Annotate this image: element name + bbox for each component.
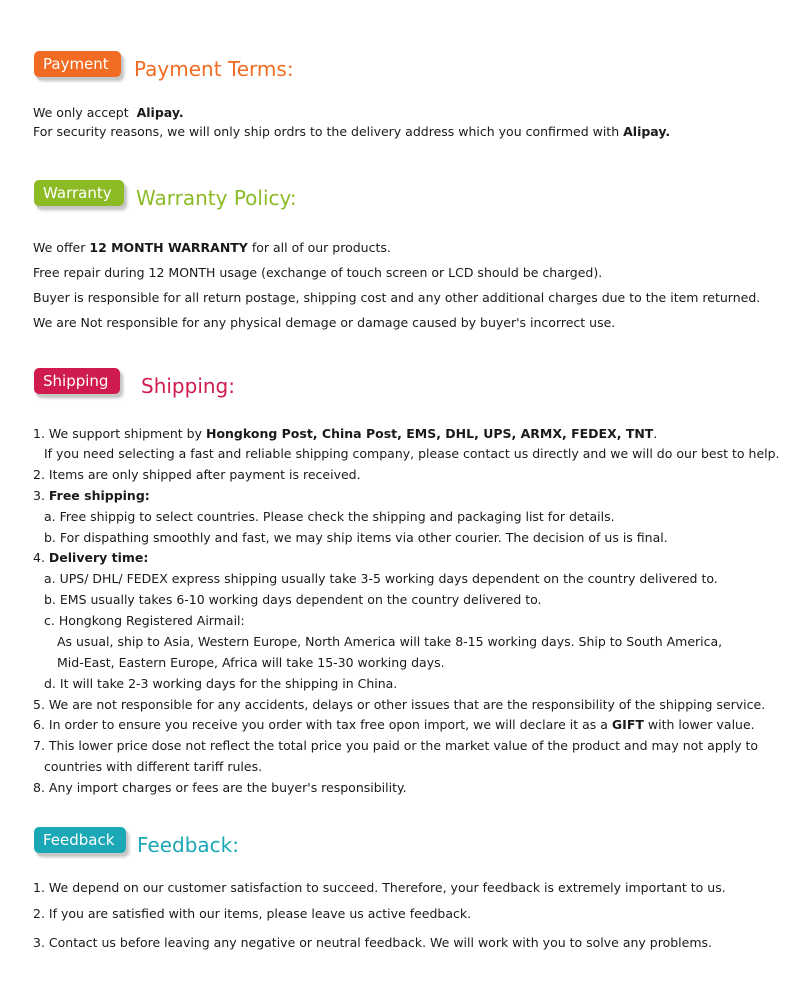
shipping-item-3a: a. Free shippig to select countries. Please check the shipping and packaging list for details. — [44, 509, 615, 524]
shipping-item-4d: d. It will take 2-3 working days for the shipping in China. — [44, 676, 398, 691]
shipping-item-4c-line-2: Mid-East, Eastern Europe, Africa will take 15-30 working days. — [57, 655, 445, 670]
warranty-line-2: Free repair during 12 MONTH usage (exchange of touch screen or LCD should be charged). — [33, 265, 603, 280]
payment-line-1: We only accept Alipay. — [33, 105, 184, 120]
shipping-item-7-continued: countries with different tariff rules. — [44, 759, 263, 774]
shipping-item-4c: c. Hongkong Registered Airmail: — [44, 613, 245, 628]
payment-line-2: For security reasons, we will only ship ordrs to the delivery address which you confirmed with Alipay. — [33, 124, 671, 139]
shipping-item-3b: b. For dispathing smoothly and fast, we may ship items via other courier. The decision of us is final. — [44, 530, 668, 545]
feedback-heading: Feedback: — [137, 833, 239, 857]
shipping-tag: Shipping — [34, 368, 120, 394]
feedback-item-2: 2. If you are satisfied with our items, please leave us active feedback. — [33, 906, 472, 921]
shipping-item-8: 8. Any import charges or fees are the buyer's responsibility. — [33, 780, 407, 795]
shipping-item-4c-line-1: As usual, ship to Asia, Western Europe, North America will take 8-15 working days. Ship to South America, — [57, 634, 723, 649]
shipping-item-3: 3. Free shipping: — [33, 488, 150, 503]
shipping-item-7: 7. This lower price dose not reflect the total price you paid or the market value of the product and may not apply to — [33, 738, 759, 753]
shipping-section-header — [34, 368, 794, 408]
warranty-tag: Warranty — [34, 180, 124, 206]
feedback-item-1: 1. We depend on our customer satisfaction to succeed. Therefore, your feedback is extremely important to us. — [33, 880, 726, 895]
shipping-item-4: 4. Delivery time: — [33, 550, 149, 565]
warranty-line-3: Buyer is responsible for all return postage, shipping cost and any other additional charges due to the item returned. — [33, 290, 761, 305]
warranty-line-1: We offer 12 MONTH WARRANTY for all of our products. — [33, 240, 391, 255]
shipping-item-5: 5. We are not responsible for any accidents, delays or other issues that are the responsibility of the shipping service. — [33, 697, 766, 712]
payment-tag: Payment — [34, 51, 121, 77]
shipping-item-2: 2. Items are only shipped after payment is received. — [33, 467, 361, 482]
feedback-section-header — [34, 827, 794, 867]
shipping-item-4a: a. UPS/ DHL/ FEDEX express shipping usually take 3-5 working days dependent on the country delivered to. — [44, 571, 718, 586]
shipping-item-1-detail: If you need selecting a fast and reliable shipping company, please contact us directly and we will do our best to help. — [44, 446, 780, 461]
warranty-heading: Warranty Policy: — [136, 186, 297, 210]
payment-heading: Payment Terms: — [134, 57, 294, 81]
shipping-item-4b: b. EMS usually takes 6-10 working days dependent on the country delivered to. — [44, 592, 542, 607]
payment-section-header — [34, 51, 794, 91]
warranty-line-4: We are Not responsible for any physical demage or damage caused by buyer's incorrect use. — [33, 315, 616, 330]
shipping-heading: Shipping: — [141, 374, 235, 398]
feedback-item-3: 3. Contact us before leaving any negative or neutral feedback. We will work with you to solve any problems. — [33, 935, 712, 950]
shipping-item-6: 6. In order to ensure you receive you order with tax free opon import, we will declare it as a GIFT with lower value. — [33, 717, 755, 732]
shipping-item-1: 1. We support shipment by Hongkong Post, China Post, EMS, DHL, UPS, ARMX, FEDEX, TNT. — [33, 426, 658, 441]
feedback-tag: Feedback — [34, 827, 126, 853]
warranty-section-header — [34, 180, 794, 220]
